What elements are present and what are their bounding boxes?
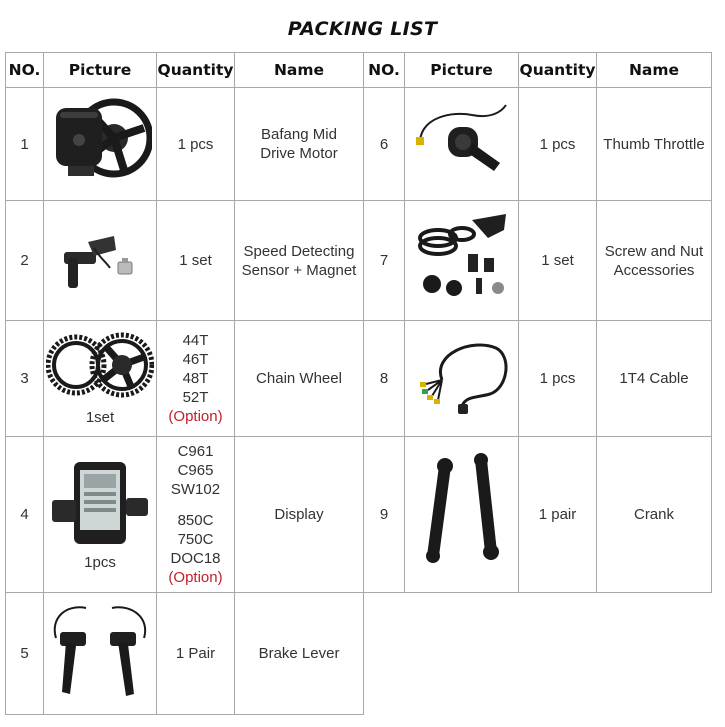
item-quantity: 1 Pair [157, 593, 235, 715]
table-row [6, 201, 712, 321]
item-quantity: 1 pcs [519, 321, 597, 437]
item-name: Screw and Nut Accessories [597, 201, 712, 321]
thumb-throttle-image [412, 97, 512, 187]
motor-image [48, 94, 152, 190]
item-picture [44, 437, 157, 593]
item-quantity: 1 set [519, 201, 597, 321]
item-name: 1T4 Cable [597, 321, 712, 437]
brake-lever-image [46, 598, 154, 704]
table-row [6, 437, 712, 593]
item-name: Crank [597, 437, 712, 593]
item-name: Brake Lever [235, 593, 364, 715]
header-quantity: Quantity [157, 53, 235, 88]
item-no: 3 [6, 321, 44, 437]
item-picture [405, 201, 519, 321]
item-no: 2 [6, 201, 44, 321]
item-name: Thumb Throttle [597, 88, 712, 201]
chain-wheel-image [46, 331, 154, 403]
header-picture: Picture [44, 53, 157, 88]
item-no: 5 [6, 593, 44, 715]
header-quantity: Quantity [519, 53, 597, 88]
item-no: 4 [6, 437, 44, 593]
item-picture [405, 321, 519, 437]
item-quantity: 1 set [157, 201, 235, 321]
item-no: 7 [364, 201, 405, 321]
crank-image [417, 452, 507, 572]
item-picture [44, 321, 157, 437]
header-no: NO. [364, 53, 405, 88]
picture-caption: 1set [85, 408, 115, 426]
header-picture: Picture [405, 53, 519, 88]
item-quantity: 1 pcs [157, 88, 235, 201]
item-picture [44, 88, 157, 201]
header-name: Name [235, 53, 364, 88]
header-no: NO. [6, 53, 44, 88]
item-quantity: 1 pair [519, 437, 597, 593]
packing-list-table [5, 52, 712, 715]
item-no: 8 [364, 321, 405, 437]
speed-sensor-image [50, 218, 150, 298]
item-no: 9 [364, 437, 405, 593]
table-row [6, 593, 712, 715]
cable-image [412, 334, 512, 418]
item-picture [44, 201, 157, 321]
screw-nut-image [410, 208, 514, 308]
item-no: 6 [364, 88, 405, 201]
header-row [6, 53, 712, 88]
item-name: Chain Wheel [235, 321, 364, 437]
item-quantity: 1 pcs [519, 88, 597, 201]
item-picture [44, 593, 157, 715]
item-quantity: C961 C965 SW102 850C 750C DOC18 (Option) [157, 437, 235, 593]
item-quantity: 44T 46T 48T 52T (Option) [157, 321, 235, 437]
picture-caption: 1pcs [84, 553, 116, 571]
table-row [6, 321, 712, 437]
option-note: (Option) [168, 408, 223, 425]
item-name: Bafang Mid Drive Motor [235, 88, 364, 201]
item-name: Display [235, 437, 364, 593]
item-name: Speed Detecting Sensor + Magnet [235, 201, 364, 321]
table-row [6, 88, 712, 201]
display-image [48, 458, 152, 548]
item-no: 1 [6, 88, 44, 201]
page-title: PACKING LIST [287, 18, 438, 40]
header-name: Name [597, 53, 712, 88]
item-picture [405, 437, 519, 593]
option-note: (Option) [168, 569, 223, 586]
item-picture [405, 88, 519, 201]
